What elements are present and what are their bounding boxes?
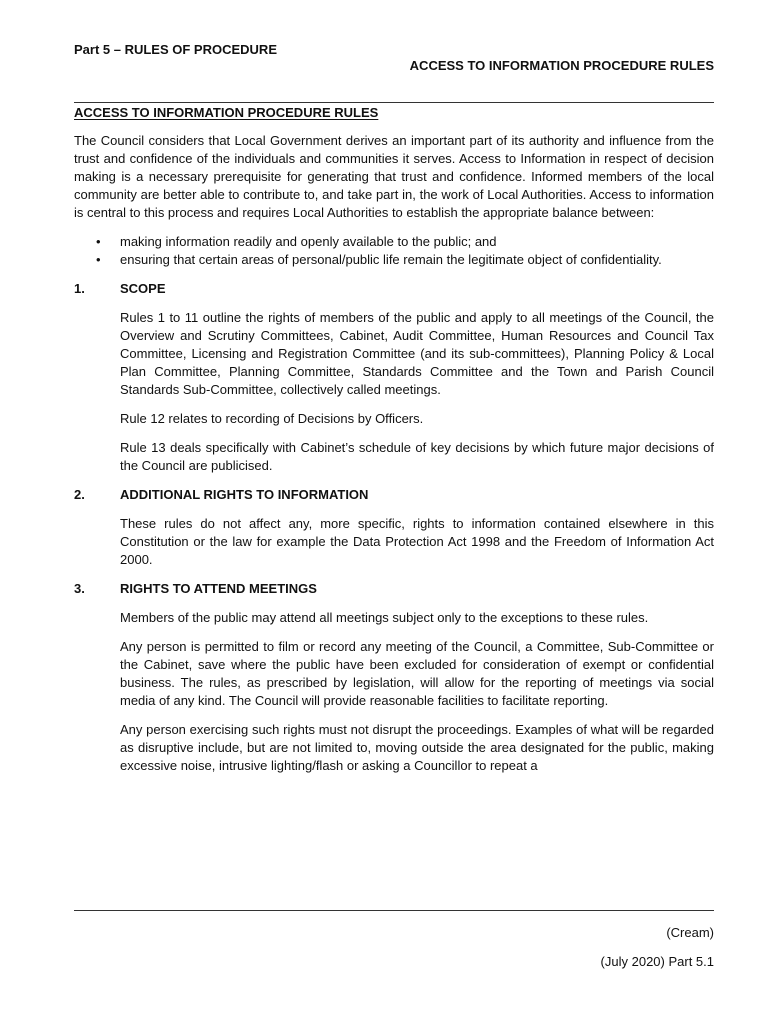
list-item-text: making information readily and openly available to the public; and <box>120 234 497 249</box>
section-heading-scope <box>74 280 714 298</box>
section-body-attend-meetings <box>74 609 714 775</box>
section-number: 2. <box>74 487 85 502</box>
section-number: 1. <box>74 281 85 296</box>
list-item <box>74 233 714 251</box>
section-body-scope <box>74 309 714 475</box>
header-part-label: Part 5 – RULES OF PROCEDURE <box>74 42 277 57</box>
section-title: ADDITIONAL RIGHTS TO INFORMATION <box>120 487 369 502</box>
document-title: ACCESS TO INFORMATION PROCEDURE RULES <box>74 105 379 120</box>
bullet-icon: • <box>96 252 101 267</box>
section-paragraph: These rules do not affect any, more specific, rights to information contained elsewhere in this Constitution or the law for example the Data Protection Act 1998 and the Freedom of Information Act 2000. <box>120 516 714 567</box>
section-body-additional-rights <box>74 515 714 569</box>
list-item <box>74 251 714 269</box>
section-number: 3. <box>74 581 85 596</box>
section-title: SCOPE <box>120 281 166 296</box>
bullet-icon: • <box>96 234 101 249</box>
footer-edition: (Cream) <box>666 925 714 940</box>
footer-divider <box>74 910 714 911</box>
section-paragraph: Any person is permitted to film or record any meeting of the Council, a Committee, Sub-Committee or the Cabinet, save where the public have been excluded for consideration of exempt or confidential business. The rules, as prescribed by legislation, will allow for the reporting of meetings via social media of any kind. The Council will provide reasonable facilities to facilitate reporting. <box>120 639 714 708</box>
section-paragraph: Rule 13 deals specifically with Cabinet’s schedule of key decisions by which future major decisions of the Council are publicised. <box>120 440 714 473</box>
section-paragraph: Rules 1 to 11 outline the rights of members of the public and apply to all meetings of the Council, the Overview and Scrutiny Committees, Cabinet, Audit Committee, Human Resources and Council Tax Committee, Licensing and Registration Committee (and its sub-committees), Planning Policy & Local Plan Committee, Planning Committee, Standards Committee and the Town and Parish Council Standards Sub-Committee, collectively called meetings. <box>120 310 714 397</box>
document-body <box>74 104 714 786</box>
section-heading-additional-rights <box>74 486 714 504</box>
section-title: RIGHTS TO ATTEND MEETINGS <box>120 581 317 596</box>
list-item-text: ensuring that certain areas of personal/public life remain the legitimate object of confidentiality. <box>120 252 662 267</box>
section-paragraph: Members of the public may attend all meetings subject only to the exceptions to these rules. <box>120 610 649 625</box>
header-section-title: ACCESS TO INFORMATION PROCEDURE RULES <box>409 58 714 73</box>
section-paragraph: Any person exercising such rights must not disrupt the proceedings. Examples of what will be regarded as disruptive include, but are not limited to, moving outside the area designated for the public, making excessive noise, intrusive lighting/flash or asking a Councillor to repeat a <box>120 722 714 773</box>
intro-paragraph: The Council considers that Local Government derives an important part of its authority and influence from the trust and confidence of the individuals and communities it serves. Access to Information in respect of decision making is a necessary prerequisite for generating that trust and confidence. Informed members of the local community are better able to contribute to, and take part in, the work of Local Authorities. Access to information is central to this process and requires Local Authorities to establish the appropriate balance between: <box>74 133 714 220</box>
section-heading-attend-meetings <box>74 580 714 598</box>
section-paragraph: Rule 12 relates to recording of Decisions by Officers. <box>120 411 424 426</box>
bullet-list <box>74 233 714 269</box>
footer-page-number: (July 2020) Part 5.1 <box>600 954 714 969</box>
header-divider <box>74 102 714 103</box>
